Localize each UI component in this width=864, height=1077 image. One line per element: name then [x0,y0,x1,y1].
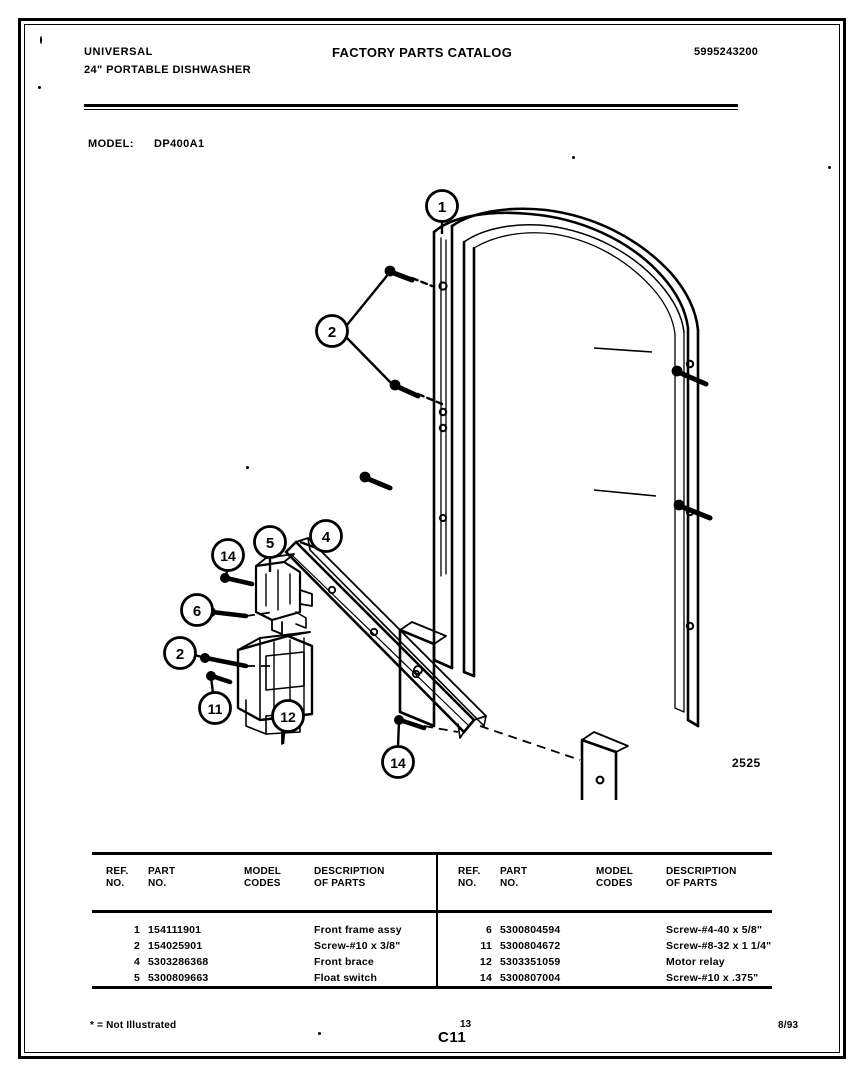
callout-4 [300,521,342,552]
footer-section-code: C11 [438,1029,467,1046]
svg-text:2: 2 [175,646,185,663]
cell-description: Front brace [314,956,374,968]
footer-date: 8/93 [778,1020,799,1031]
footer-note: * = Not Illustrated [90,1020,177,1031]
table-row [92,940,436,957]
svg-text:5: 5 [265,535,275,552]
table-row [444,940,788,957]
cell-description: Screw-#10 x .375" [666,972,759,984]
cell-ref-no: 5 [133,972,140,984]
column-header-ref-line1: REF. [458,866,481,877]
table-row [92,924,436,941]
svg-text:2: 2 [327,324,337,341]
exploded-view-illustration [60,160,820,800]
svg-text:4: 4 [321,529,331,546]
cell-part-no: 5300809663 [148,972,209,984]
column-header-part-no [500,866,527,890]
svg-text:6: 6 [192,603,202,620]
column-header-description [314,866,385,890]
cell-ref-no: 4 [133,956,140,968]
table-center-divider [436,852,438,989]
column-header-ref-line2: NO. [106,878,125,889]
scan-speck [318,1032,321,1035]
cell-description: Float switch [314,972,378,984]
cell-description: Screw-#10 x 3/8" [314,940,401,952]
column-header-desc-line2: OF PARTS [314,878,366,889]
column-header-part-line1: PART [500,866,528,877]
callout-2-upper [317,272,395,386]
cell-ref-no: 14 [479,972,492,984]
column-header-part-line2: NO. [500,878,519,889]
callout-11 [200,677,231,724]
cell-part-no: 154025901 [148,940,203,952]
column-header-model-line1: MODEL [244,866,282,877]
parts-table-left [92,852,436,989]
callout-2-lower [165,638,206,669]
footer-page-number: 13 [460,1019,472,1030]
table-row [444,972,788,989]
brand-name: UNIVERSAL [84,46,153,58]
column-header-description [666,866,737,890]
catalog-title: FACTORY PARTS CATALOG [332,45,513,60]
cell-description: Screw-#4-40 x 5/8" [666,924,763,936]
cell-part-no: 5300804672 [500,940,561,952]
column-header-model-line2: CODES [596,878,633,889]
cell-part-no: 154111901 [148,924,202,936]
scan-speck [38,86,41,89]
model-label: MODEL: [88,138,134,150]
column-header-ref-no [106,866,128,890]
scan-speck [40,36,42,44]
column-header-ref-no [458,866,480,890]
svg-text:11: 11 [207,701,223,717]
table-row [444,956,788,973]
cell-description: Motor relay [666,956,725,968]
callout-14-upper [213,540,244,579]
svg-text:14: 14 [220,548,236,564]
cell-ref-no: 12 [479,956,492,968]
column-header-desc-line2: OF PARTS [666,878,718,889]
cell-ref-no: 1 [133,924,140,936]
callout-6 [182,595,213,626]
cell-description: Front frame assy [314,924,402,936]
column-header-ref-line1: REF. [106,866,129,877]
cell-ref-no: 11 [480,940,492,952]
scan-speck [828,166,831,169]
svg-text:1: 1 [437,199,447,216]
column-header-model-codes [244,866,281,890]
column-header-desc-line1: DESCRIPTION [666,866,737,877]
column-header-model-line1: MODEL [596,866,634,877]
column-header-part-no [148,866,175,890]
svg-text:12: 12 [280,709,296,725]
cell-part-no: 5303286368 [148,956,209,968]
column-header-part-line1: PART [148,866,176,877]
parts-table [92,852,772,992]
cell-part-no: 5303351059 [500,956,561,968]
callout-14-lower [383,721,414,778]
column-header-ref-line2: NO. [458,878,477,889]
header-divider [84,104,738,110]
table-row [444,924,788,941]
scan-speck [572,156,575,159]
column-header-desc-line1: DESCRIPTION [314,866,385,877]
cell-ref-no: 2 [133,940,140,952]
parts-table-right [444,852,788,989]
table-row [92,956,436,973]
callout-12 [273,701,304,745]
cell-part-no: 5300804594 [500,924,561,936]
catalog-number: 5995243200 [694,46,759,58]
cell-part-no: 5300807004 [500,972,561,984]
svg-text:14: 14 [390,755,406,771]
table-row [92,972,436,989]
cell-description: Screw-#8-32 x 1 1/4" [666,940,772,952]
drawing-number: 2525 [732,756,761,770]
product-subtitle: 24" PORTABLE DISHWASHER [84,64,252,76]
model-value: DP400A1 [154,138,205,150]
column-header-model-line2: CODES [244,878,281,889]
column-header-model-codes [596,866,633,890]
column-header-part-line2: NO. [148,878,167,889]
cell-ref-no: 6 [485,924,492,936]
